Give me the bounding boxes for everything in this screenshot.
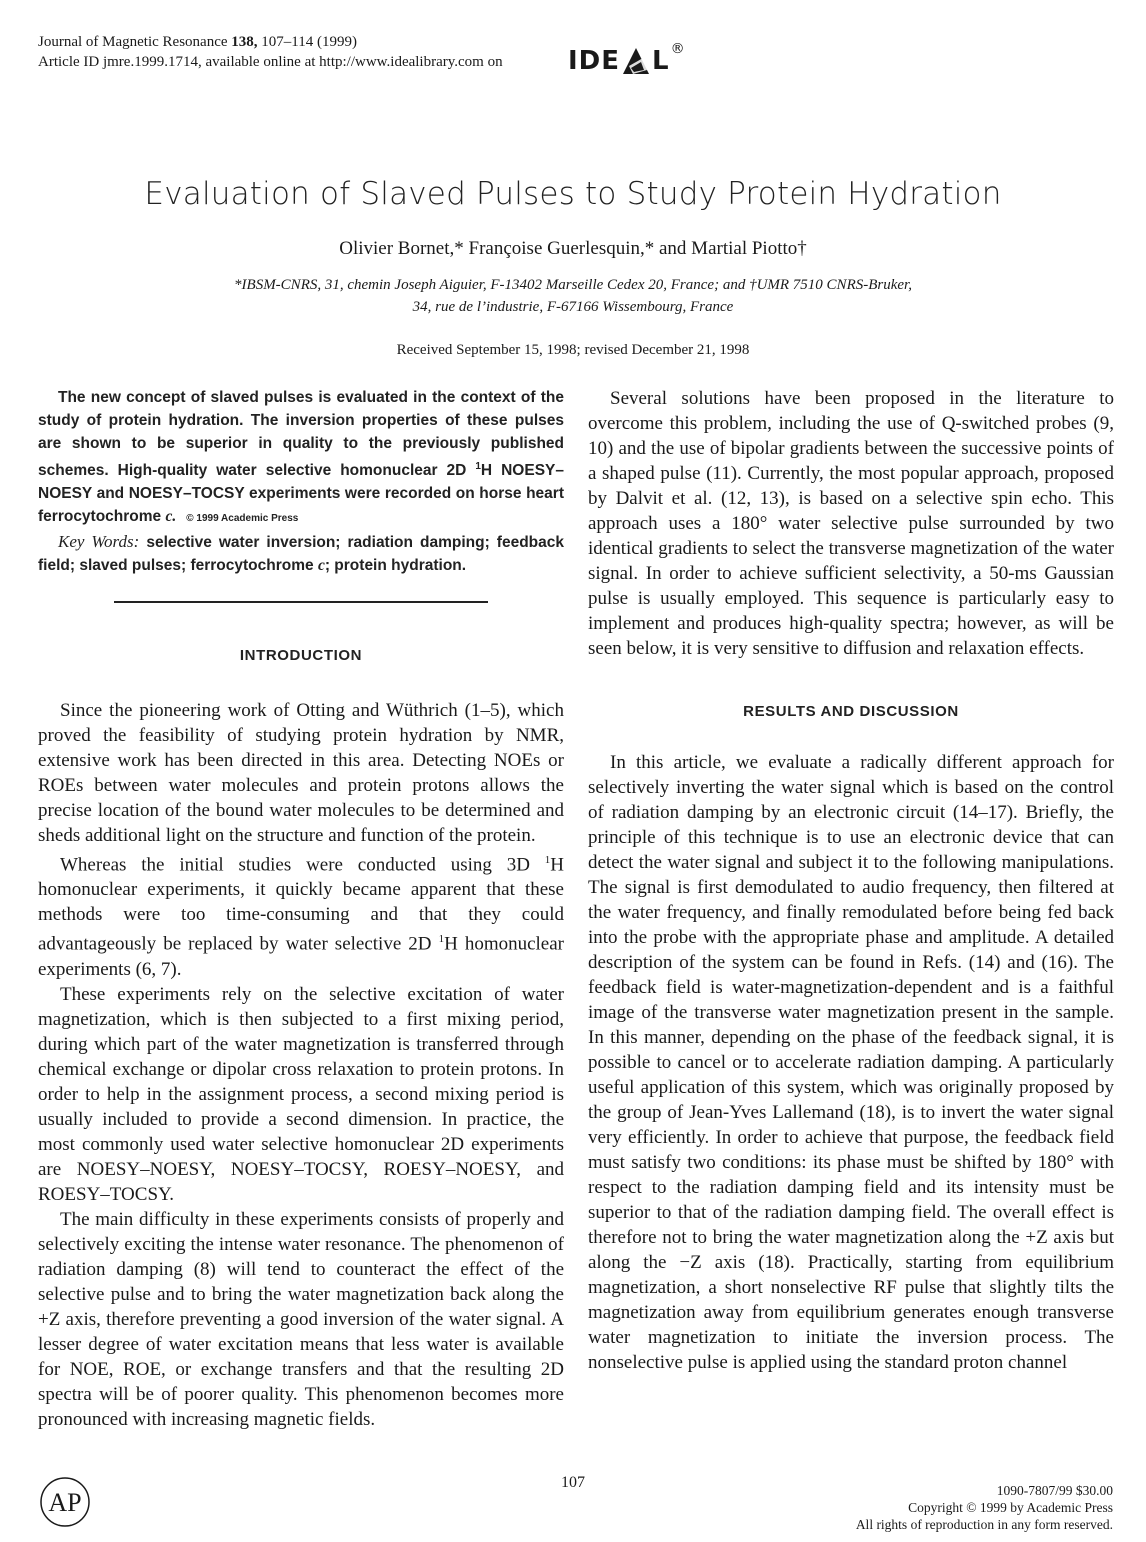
right-column <box>588 386 1114 1375</box>
abstract-copyright: © 1999 Academic Press <box>186 513 299 525</box>
paper-title: Evaluation of Slaved Pulses to Study Protein Hydration <box>144 176 1002 212</box>
ideal-pyramid-icon <box>621 44 651 78</box>
intro-paragraph-5: Several solutions have been proposed in the literature to overcome this problem, including the use of Q-switched probes (9, 10) and the use of bipolar gradients between the successive points of a shaped pulse (11). Currently, the most popular approach, proposed by Dalvit et al. (12, 13), is based on a selective spin echo. This approach uses a 180° water selective pulse surrounded by two identical gradients to select the transverse magnetization of the water signal. In order to achieve sufficient selectivity, a 50-ms Gaussian pulse is usually employed. This sequence is particularly easy to implement and produces high-quality spectra; however, as will be seen below, it is very sensitive to diffusion and relaxation effects. <box>588 388 1114 659</box>
results-heading: RESULTS AND DISCUSSION <box>743 703 959 720</box>
page-number: 107 <box>561 1474 585 1491</box>
keywords: Key Words: selective water inversion; radiation damping; feedback field; slaved pulses; ferrocytochrome c; protein hydration. <box>38 532 564 575</box>
svg-text:AP: AP <box>48 1488 82 1517</box>
introduction-heading: INTRODUCTION <box>239 647 363 665</box>
rights-line: All rights of reproduction in any form reserved. <box>855 1517 1113 1532</box>
intro-paragraph-3: These experiments rely on the selective excitation of water magnetization, which is then subjected to a first mixing period, during which part of the water magnetization is transferred through chemical exchange or dipolar cross relaxation to protein protons. In order to help in the assignment process, a second mixing period is usually included to provide a second dimension. In practice, the most commonly used water selective homonuclear 2D experiments are NOESY–NOESY, NOESY–TOCSY, ROESY–NOESY, and ROESY–TOCSY. <box>38 983 564 1205</box>
journal-citation: Journal of Magnetic Resonance 138, 107–114 (1999) <box>38 34 357 50</box>
abstract: The new concept of slaved pulses is evaluated in the context of the study of protein hydration. The inversion properties of these pulses are shown to be superior in quality to the previously published schemes. High-quality water selective homonuclear 2D $^1$H NOESY–NOESY and NOESY–TOCSY experiments were recorded on horse heart ferrocytochrome c. © 1999 Academic Press <box>38 389 565 526</box>
received-dates: Received September 15, 1998; revised December 21, 1998 <box>396 342 750 358</box>
intro-paragraph-1: Since the pioneering work of Otting and Wüthrich (1–5), which proved the feasibility of studying protein hydration by NMR, extensive work has been directed in this area. Detecting NOEs or ROEs between water molecules and protein protons allows the precise location of the bound water molecules to be determined and sheds additional light on the structure and function of the protein. <box>38 700 564 847</box>
left-column <box>38 386 564 1432</box>
article-id: Article ID jmre.1999.1714, available online at http://www.idealibrary.com on <box>38 54 503 70</box>
abstract-divider <box>114 601 488 603</box>
authors: Olivier Bornet,* Françoise Guerlesquin,* and Martial Piotto† <box>339 238 807 259</box>
issn-price: 1090-7807/99 $30.00 <box>996 1483 1113 1498</box>
copyright-line: Copyright © 1999 by Academic Press <box>908 1500 1113 1515</box>
intro-paragraph-4: The main difficulty in these experiments consists of properly and selectively exciting the intense water resonance. The phenomenon of radiation damping (8) will tend to counteract the effect of the selective pulse and to bring the water magnetization back along the +Z axis, therefore preventing a good inversion of the water signal. A lesser degree of water excitation means that less water is available for NOE, ROE, or exchange transfers and that the resulting 2D spectra will be of poorer quality. This phenomenon becomes more pronounced with increasing magnetic fields. <box>38 1208 564 1430</box>
ideal-logo-text-right: L <box>652 46 670 76</box>
ideal-logo[interactable] <box>568 41 686 78</box>
results-paragraph-1: In this article, we evaluate a radically different approach for selectively inverting the water signal which is based on the control of radiation damping by an electronic circuit (14–17). Briefly, the principle of this technique is to use an electronic device that can detect the water signal and subject it to the following manipulations. The signal is first demodulated to audio frequency, then filtered at the water frequency, and finally remodulated before being fed back into the probe with the appropriate phase and amplitude. A detailed description of the system can be found in Refs. (14) and (16). The feedback field is water-magnetization-dependent and is a faithful image of the transverse water magnetization present in the sample. In this manner, depending on the phase of the feedback signal, it is possible to cancel or to accelerate radiation damping. A particularly useful application of this system, which was originally proposed by the group of Jean-Yves Lallemand (18), is to invert the water signal very efficiently. In order to achieve that purpose, the feedback field must satisfy two conditions: its phase must be shifted by 180° with respect to the radiation damping field and its intensity must be superior to that of the radiation damping field. The overall effect is therefore not to bring the water magnetization along the +Z axis but along the −Z axis (18). Practically, starting from equilibrium magnetization, a short nonselective RF pulse that slightly tilts the magnetization away from equilibrium generates enough transverse water magnetization to initiate the inversion process. The nonselective pulse is applied using the standard proton channel <box>588 752 1114 1373</box>
intro-paragraph-2: Whereas the initial studies were conducted using 3D $^1$H homonuclear experiments, it quickly became apparent that these methods were too time-consuming and that they could advantageously be replaced by water selective 2D $^1$H homonuclear experiments (6, 7). <box>38 854 564 980</box>
journal-header <box>38 32 503 72</box>
ideal-logo-text-left: IDE <box>568 46 621 76</box>
affiliation-line-1: *IBSM-CNRS, 31, chemin Joseph Aiguier, F-13402 Marseille Cedex 20, France; and †UMR 7510 CNRS-Bruker, <box>234 277 912 293</box>
footer-copyright-block <box>856 1482 1113 1533</box>
affiliation-line-2: 34, rue de l’industrie, F-67166 Wissembourg, France <box>412 299 734 315</box>
affiliations <box>0 274 1146 318</box>
registered-mark: ® <box>670 41 686 57</box>
